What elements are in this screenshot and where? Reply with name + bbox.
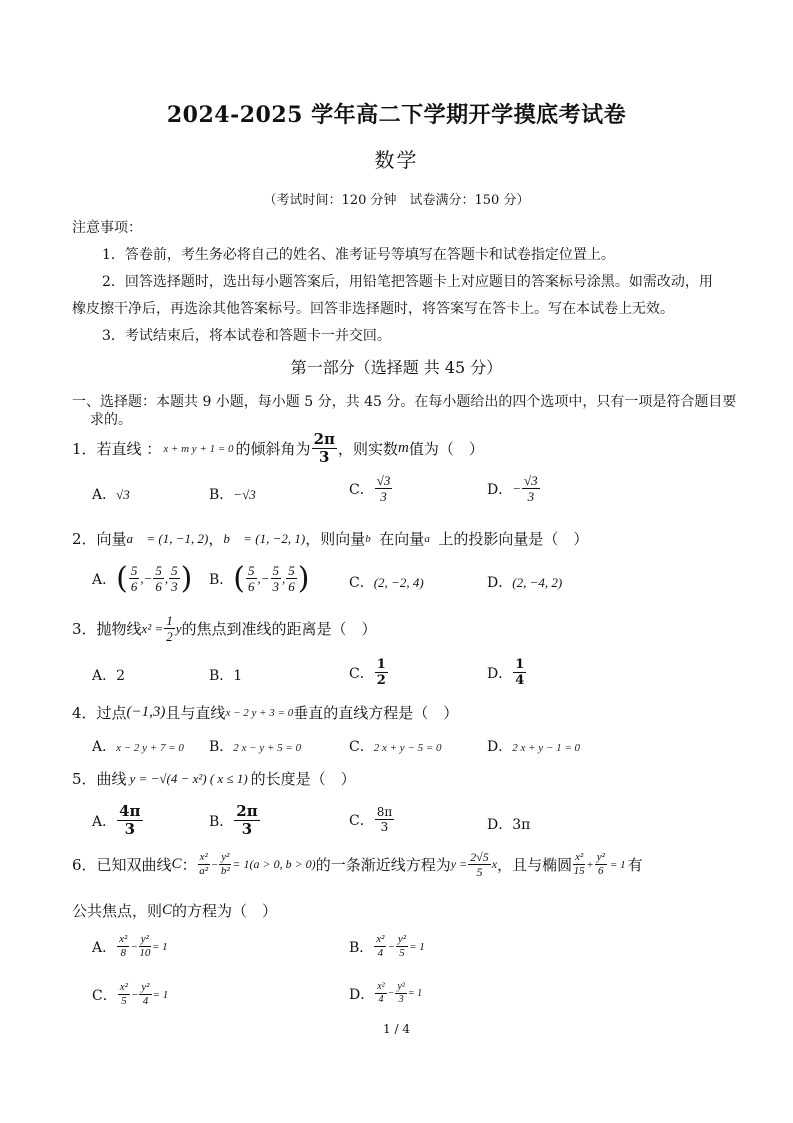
q5-c-fraction — [375, 806, 395, 833]
q6-b-yd: 5 — [399, 947, 405, 959]
q1-option-b — [209, 484, 256, 504]
q4-b-label: B． — [209, 739, 234, 755]
q5-a-num: 4π — [119, 802, 141, 820]
q2-a-f1 — [129, 564, 140, 593]
q1-a-value: √3 — [116, 487, 130, 502]
q3-option-c — [349, 658, 389, 687]
q4-prefix: 4．过点 — [72, 704, 127, 722]
q6-hx-den: a² — [199, 865, 209, 877]
q4-mid: 且与直线 — [165, 704, 226, 722]
question-2-stem — [72, 528, 588, 549]
q2-b-label: B． — [209, 571, 234, 588]
question-4-stem — [72, 702, 458, 723]
q2-prefix: 2．向量 — [72, 530, 127, 548]
q2-sep: ， — [208, 530, 224, 548]
q1-c-fraction — [375, 474, 393, 503]
question-6-stem-line-1 — [72, 851, 643, 878]
q3-d-fraction — [513, 658, 526, 687]
q4-c-value: 2 x + y − 5 = 0 — [373, 742, 442, 754]
notice-item-1: 1．答卷前，考生务必将自己的姓名、准考证号等填写在答题卡和试卷指定位置上。 — [102, 247, 615, 263]
q6-d-yn: y² — [397, 981, 405, 992]
q6-b-xn: x² — [376, 933, 385, 945]
q6-c-x-fraction — [118, 982, 130, 1007]
q2-a: a⃗ — [424, 532, 439, 545]
q6-hy-num: y² — [221, 851, 230, 863]
q2-option-b: B． ( $\frac{5}{6}$ ,− $\frac{5}{3}$ , $\frac{5}{6}$ ) — [209, 561, 310, 596]
q6-c-yn: y² — [141, 981, 150, 993]
part1-heading: 第一部分（选择题 共 45 分） — [290, 358, 503, 377]
q3-c-den: 2 — [376, 673, 386, 688]
q1-mid: 的倾斜角为 — [235, 440, 311, 458]
q3-prefix: 3．抛物线 — [72, 620, 142, 638]
q6-d-xd: 4 — [378, 994, 384, 1005]
q1-option-c — [349, 474, 393, 503]
q2-a-f3-num: 5 — [171, 563, 178, 578]
q5-d-label: D． — [487, 817, 513, 833]
subject-title: 数学 — [374, 148, 419, 172]
q6-hx-fraction — [198, 852, 210, 877]
q6-asym-num: 2√5 — [470, 850, 489, 864]
q3-eq-num: 1 — [166, 613, 173, 628]
q2-b: b⃗ — [365, 532, 380, 545]
notice-item-2-line-2: 橡皮擦干净后，再选涂其他答案标号。回答非选择题时，将答案写在答卡上。写在本试卷上无效。 — [72, 301, 674, 317]
q6-option-a: A． $\frac{\text{x²}}{8}$ − $\frac{\text{y²}}{10}$ = 1 — [92, 933, 168, 959]
q1-prefix: 1．若直线 ： — [72, 440, 162, 458]
q2-mid2: 在向量 — [379, 530, 425, 548]
q5-end: 的长度是（ ） — [250, 770, 356, 788]
q3-eq-fraction — [164, 614, 175, 643]
q6-b-x-fraction — [374, 934, 386, 959]
q6-ex-den: 15 — [573, 865, 585, 877]
q3-d-label: D． — [487, 665, 513, 682]
q2-a-def: a⃗ = (1, −1, 2) — [126, 530, 209, 546]
q2-end: 上的投影向量是（ ） — [438, 530, 589, 548]
q1-line-equation: x + m y + 1 = 0 — [163, 442, 234, 455]
q4-option-a — [92, 736, 184, 756]
q4-option-c — [349, 736, 442, 756]
q3-b-value: 1 — [233, 668, 243, 684]
q6-plus: + — [586, 858, 594, 871]
q6-minus: − — [210, 858, 219, 871]
q1-d-den: 3 — [527, 489, 535, 504]
q5-c-den: 3 — [380, 820, 389, 834]
q1-end: 值为（ ） — [408, 440, 484, 458]
q2-c-value: (2, −2, 4) — [373, 575, 424, 590]
question-5-stem — [72, 768, 356, 789]
q2-b-f1-den: 6 — [248, 579, 255, 594]
q3-end: 的焦点到准线的距离是（ ） — [181, 620, 377, 638]
q1-b-label: B． — [209, 487, 234, 503]
q6-line2-end: 的方程为（ ） — [172, 902, 278, 920]
q5-option-c — [349, 806, 395, 833]
q2-b-f2-num: 5 — [272, 563, 280, 578]
q2-mid1: ，则向量 — [305, 530, 366, 548]
q6-d-label: D． — [349, 986, 375, 1003]
q6-a-xd: 8 — [120, 947, 126, 959]
q6-a-label: A． — [92, 939, 117, 956]
q4-a-value: x − 2 y + 7 = 0 — [116, 742, 184, 754]
q5-c-num: 8π — [376, 805, 393, 819]
q6-a-eq: = 1 — [151, 940, 168, 953]
q5-option-b — [209, 804, 261, 837]
page-number: 1 / 4 — [383, 1022, 410, 1036]
q4-line: x − 2 y + 3 = 0 — [225, 706, 294, 719]
q2-a-f2-den: 6 — [155, 579, 162, 594]
q6-end-line1: 有 — [627, 856, 643, 874]
q2-c-label: C． — [349, 575, 374, 591]
q1-c-den: 3 — [380, 489, 387, 504]
q6-ey-num: y² — [596, 851, 605, 863]
q6-c-xn: x² — [119, 981, 128, 993]
q4-end: 垂直的直线方程是（ ） — [293, 704, 459, 722]
q6-b-eq: = 1 — [409, 940, 425, 953]
q1-angle-fraction — [312, 432, 337, 465]
q6-c-label: C — [171, 856, 182, 872]
q6-c-eq: = 1 — [152, 988, 169, 1001]
q3-eq-den: 2 — [166, 629, 173, 644]
q4-b-value: 2 x − y + 5 = 0 — [233, 742, 302, 754]
q6-b-label: B． — [349, 939, 374, 956]
q6-d-xn: x² — [377, 981, 385, 992]
q6-asym-left: y = — [450, 857, 468, 871]
q2-a-f1-den: 6 — [130, 579, 138, 594]
q1-c-num: √3 — [376, 473, 391, 488]
q6-ey-fraction — [595, 852, 607, 877]
q1-c-label: C． — [349, 481, 374, 498]
q5-b-den: 3 — [241, 820, 253, 838]
q1-angle-den: 3 — [319, 448, 330, 466]
q2-a-f3 — [169, 564, 180, 593]
q6-ey-den: 6 — [598, 865, 604, 877]
q5-a-fraction — [117, 804, 142, 837]
q6-ex-num: x² — [575, 851, 584, 863]
q4-d-value: 2 x + y − 1 = 0 — [512, 742, 581, 754]
q2-d-label: D． — [487, 575, 513, 591]
notice-item-3: 3．考试结束后，将本试卷和答题卡一并交回。 — [102, 328, 391, 344]
q6-d-yd: 3 — [398, 994, 404, 1005]
q1-suffix: ，则实数 — [337, 440, 398, 458]
q6-a-x-fraction — [117, 934, 129, 959]
q3-c-label: C． — [349, 665, 374, 682]
q5-curve: y = −√(4 − x²) ( x ≤ 1) — [129, 770, 248, 786]
q6-hx-num: x² — [199, 851, 208, 863]
question-3-stem — [72, 614, 377, 643]
q6-a-yn: y² — [140, 933, 149, 945]
q1-d-sign: − — [512, 480, 522, 496]
q2-option-c — [349, 572, 424, 592]
q3-eq-left: x² = — [141, 620, 164, 636]
q5-b-fraction — [234, 804, 259, 837]
q6-option-c: C． $\frac{\text{x²}}{5}$ − $\frac{\text{y²}}{4}$ = 1 — [92, 981, 169, 1007]
q2-option-d — [487, 572, 562, 592]
question-6-stem-line-2 — [72, 900, 277, 921]
q2-b-f2 — [271, 564, 282, 593]
q6-eq1: = 1 — [609, 858, 626, 871]
q1-option-d — [487, 474, 541, 503]
q3-option-a — [92, 665, 125, 685]
q5-d-value: 3π — [512, 817, 531, 833]
q3-c-fraction — [375, 658, 388, 687]
q6-asym-right: x — [491, 857, 498, 871]
q2-b-f3-num: 5 — [288, 563, 295, 578]
q3-eq-right: y — [175, 620, 182, 636]
q6-option-b: B． $\frac{\text{x²}}{4}$ − $\frac{\text{y²}}{5}$ = 1 — [349, 933, 425, 959]
q6-a-yd: 10 — [139, 947, 151, 959]
q6-d-eq: = 1 — [407, 988, 423, 999]
q2-b-def: b⃗ = (1, −2, 1) — [223, 530, 306, 546]
q6-prefix: 6．已知双曲线 — [72, 856, 172, 874]
q6-c-y-fraction — [139, 982, 151, 1007]
part1-instructions-line-2: 求的。 — [90, 412, 132, 428]
q6-c-label: C． — [92, 987, 117, 1004]
q5-a-den: 3 — [124, 820, 136, 838]
q6-asym-fraction — [468, 851, 491, 878]
q2-a-label: A． — [92, 571, 117, 588]
q1-d-num: √3 — [524, 473, 538, 488]
q6-c-yd: 4 — [142, 995, 149, 1007]
q4-d-label: D． — [487, 739, 513, 755]
q1-var: m — [398, 440, 409, 456]
q2-a-f3-den: 3 — [171, 579, 178, 594]
q6-mid1: 的一条渐近线方程为 — [315, 856, 451, 874]
exam-info: （考试时间：120 分钟 试卷满分：150 分） — [263, 193, 530, 208]
q2-option-a: A． ( $\frac{5}{6}$ ,− $\frac{5}{6}$ , $\frac{5}{3}$ ) — [92, 561, 193, 596]
q2-b-f2-den: 3 — [272, 579, 280, 594]
q6-condition: = 1(a > 0, b > 0) — [232, 857, 316, 871]
q3-c-num: 1 — [376, 657, 386, 672]
q1-b-value: −√3 — [233, 487, 256, 502]
q6-a-y-fraction — [139, 934, 151, 959]
q4-option-d — [487, 736, 580, 756]
q6-b-yn: y² — [397, 933, 407, 945]
q2-b-f1 — [246, 564, 257, 593]
q5-b-label: B． — [209, 813, 234, 830]
q3-option-d — [487, 658, 527, 687]
q5-option-a — [92, 804, 144, 837]
q2-d-value: (2, −4, 2) — [512, 575, 563, 590]
q2-a-f2-num: 5 — [155, 563, 162, 578]
q3-a-value: 2 — [116, 668, 126, 684]
q5-a-label: A． — [92, 813, 117, 830]
q6-d-x-fraction — [375, 982, 386, 1005]
q6-hy-fraction — [219, 852, 231, 877]
q6-option-d: D． $\frac{\text{x²}}{4}$ − $\frac{\text{y²}}{3}$ = 1 — [349, 981, 423, 1005]
exam-title: 2024-2025 学年高二下学期开学摸底考试卷 — [166, 102, 627, 128]
q6-line2: 公共焦点，则 — [72, 902, 163, 920]
q3-b-label: B． — [209, 668, 234, 684]
q2-a-f2 — [153, 564, 164, 593]
q2-a-f1-num: 5 — [130, 563, 138, 578]
q5-prefix: 5．曲线 — [72, 770, 127, 788]
q6-c-xd: 5 — [121, 995, 127, 1007]
q2-b-f3-den: 6 — [288, 579, 295, 594]
q6-d-y-fraction — [395, 982, 406, 1005]
part1-instructions-line-1: 一、选择题：本题共 9 小题，每小题 5 分，共 45 分。在每小题给出的四个选项中，只有一项是符合题目要 — [72, 394, 737, 410]
q6-b-xd: 4 — [377, 947, 384, 959]
q3-a-label: A． — [92, 668, 117, 684]
q4-point: (−1,3) — [126, 704, 166, 720]
q6-b-y-fraction — [396, 934, 408, 959]
notice-heading: 注意事项： — [72, 220, 142, 236]
q5-option-d — [487, 814, 530, 834]
q6-asym-den: 5 — [476, 865, 483, 879]
q3-d-num: 1 — [515, 657, 525, 672]
q6-colon: ： — [181, 856, 197, 874]
q3-d-den: 4 — [515, 673, 525, 688]
q2-b-f1-num: 5 — [248, 563, 255, 578]
q5-b-num: 2π — [236, 802, 258, 820]
q5-c-label: C． — [349, 812, 374, 829]
q1-a-label: A． — [92, 487, 117, 503]
q4-option-b — [209, 736, 301, 756]
q3-option-b — [209, 665, 242, 685]
q1-angle-num: 2π — [313, 430, 335, 448]
q6-ex-fraction — [573, 852, 585, 877]
q6-hy-den: b² — [220, 865, 230, 877]
q4-c-label: C． — [349, 739, 374, 755]
q2-b-f3 — [286, 564, 297, 593]
q6-c2: C — [162, 902, 173, 918]
q4-a-label: A． — [92, 739, 117, 755]
q1-d-fraction — [522, 474, 540, 503]
question-1-stem — [72, 432, 484, 465]
q6-a-xn: x² — [119, 933, 128, 945]
q6-mid2: ，且与椭圆 — [497, 856, 573, 874]
q1-option-a — [92, 484, 130, 504]
notice-item-2-line-1: 2．回答选择题时，选出每小题答案后，用铅笔把答题卡上对应题目的答案标号涂黑。如需改动，用 — [102, 274, 713, 290]
q1-d-label: D． — [487, 481, 513, 498]
